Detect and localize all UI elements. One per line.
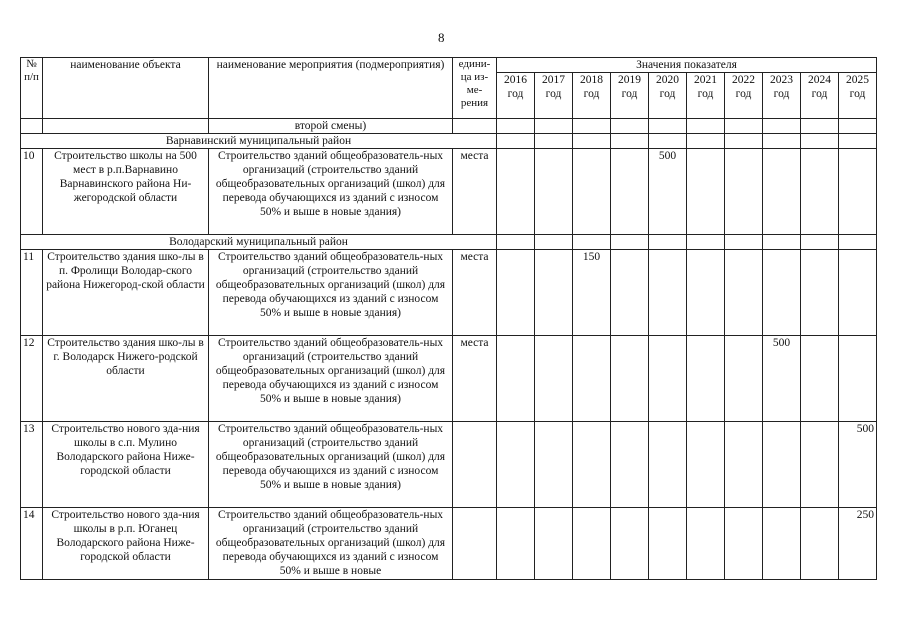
value-cell [839,119,877,134]
value-cell [611,119,649,134]
year-label: 2018 [580,74,603,86]
value-cell [725,235,763,250]
year-suffix: год [697,88,714,100]
header-measure: наименование мероприятия (подмероприятия) [209,58,453,119]
section-row [21,235,877,250]
value-cell [725,119,763,134]
unit-cell: места [453,250,497,336]
year-suffix: год [811,88,828,100]
object-name: Строительство нового зда-ния школы в р.п. Юганец Володарского района Ниже-городской области [43,508,209,580]
row-number: 11 [21,250,43,336]
value-cell [687,508,725,580]
unit-cell [453,508,497,580]
measure-name: Строительство зданий общеобразователь-ных организаций (строительство зданий общеобразовательных организаций (школ) для перевода обучающихся из зданий с износом 50% и выше в новые здания) [209,149,453,235]
value-cell [763,134,801,149]
value-cell [611,134,649,149]
table-row [21,508,877,580]
value-cell [611,235,649,250]
year-suffix: год [507,88,524,100]
header-year-2017 [535,73,573,119]
value-cell [497,235,535,250]
continuation-text: второй смены) [209,119,453,134]
value-cell [497,336,535,422]
value-cell [801,336,839,422]
table-row [21,149,877,235]
value-cell [573,119,611,134]
value-cell: 150 [573,250,611,336]
row-number: 13 [21,422,43,508]
value-cell [573,149,611,235]
header-object: наименование объекта [43,58,209,119]
year-label: 2017 [542,74,565,86]
table-row [21,336,877,422]
value-cell [687,119,725,134]
object-name: Строительство нового зда-ния школы в с.п. Мулино Володарского района Ниже-городской области [43,422,209,508]
value-cell [839,134,877,149]
value-cell [611,508,649,580]
value-cell [497,119,535,134]
section-title: Варнавинский муниципальный район [21,134,497,149]
year-label: 2021 [694,74,717,86]
year-label: 2016 [504,74,527,86]
value-cell [839,250,877,336]
value-cell [649,336,687,422]
value-cell [687,250,725,336]
value-cell [725,336,763,422]
value-cell [535,422,573,508]
table-row [21,422,877,508]
header-values: Значения показателя [497,58,877,73]
value-cell [535,134,573,149]
empty-cell [453,119,497,134]
measure-name: Строительство зданий общеобразователь-ных организаций (строительство зданий общеобразовательных организаций (школ) для перевода обучающихся из зданий с износом 50% и выше в новые здания) [209,336,453,422]
unit-cell [453,422,497,508]
year-suffix: год [773,88,790,100]
value-cell [725,250,763,336]
year-suffix: год [735,88,752,100]
value-cell: 250 [839,508,877,580]
value-cell [725,422,763,508]
value-cell [801,422,839,508]
unit-cell: места [453,336,497,422]
year-label: 2023 [770,74,793,86]
section-title: Володарский муниципальный район [21,235,497,250]
value-cell [763,250,801,336]
year-label: 2022 [732,74,755,86]
year-suffix: год [583,88,600,100]
measure-name: Строительство зданий общеобразователь-ных организаций (строительство зданий общеобразовательных организаций (школ) для перевода обучающихся из зданий с износом 50% и выше в новые здания) [209,422,453,508]
unit-cell: места [453,149,497,235]
year-label: 2020 [656,74,679,86]
value-cell [801,134,839,149]
section-row [21,134,877,149]
value-cell [497,508,535,580]
header-year-2018 [573,73,611,119]
value-cell [801,235,839,250]
value-cell [687,149,725,235]
value-cell [687,235,725,250]
value-cell [725,149,763,235]
value-cell [687,336,725,422]
header-year-2021 [687,73,725,119]
row-number: 10 [21,149,43,235]
value-cell [535,508,573,580]
value-cell [497,250,535,336]
header-year-2020 [649,73,687,119]
value-cell [573,235,611,250]
value-cell: 500 [763,336,801,422]
object-name: Строительство школы на 500 мест в р.п.Варнавино Варнавинского района Ни-жегородской области [43,149,209,235]
value-cell [839,235,877,250]
value-cell [687,422,725,508]
header-year-2019 [611,73,649,119]
value-cell [763,422,801,508]
year-label: 2019 [618,74,641,86]
page-number: 8 [438,30,445,45]
header-year-2023 [763,73,801,119]
value-cell [535,119,573,134]
header-year-2022 [725,73,763,119]
value-cell [573,422,611,508]
value-cell [801,508,839,580]
value-cell [497,149,535,235]
indicators-table [20,57,877,580]
value-cell [649,508,687,580]
value-cell [763,235,801,250]
header-num: № п/п [21,58,43,119]
header-year-2025 [839,73,877,119]
value-cell [535,250,573,336]
value-cell: 500 [649,149,687,235]
value-cell [801,119,839,134]
value-cell [611,250,649,336]
value-cell [573,134,611,149]
empty-cell [43,119,209,134]
header-unit: едини-ца из-ме-рения [453,58,497,119]
row-number: 12 [21,336,43,422]
header-year-2016 [497,73,535,119]
value-cell [535,336,573,422]
year-suffix: год [545,88,562,100]
value-cell [649,134,687,149]
value-cell [725,134,763,149]
value-cell: 500 [839,422,877,508]
value-cell [725,508,763,580]
value-cell [801,149,839,235]
year-suffix: год [621,88,638,100]
measure-name: Строительство зданий общеобразователь-ных организаций (строительство зданий общеобразовательных организаций (школ) для перевода обучающихся из зданий с износом 50% и выше в новые [209,508,453,580]
value-cell [687,134,725,149]
value-cell [611,422,649,508]
value-cell [497,134,535,149]
value-cell [763,149,801,235]
value-cell [611,336,649,422]
year-label: 2025 [846,74,869,86]
value-cell [801,250,839,336]
header-row-1 [21,58,877,73]
row-number: 14 [21,508,43,580]
value-cell [649,422,687,508]
measure-name: Строительство зданий общеобразователь-ных организаций (строительство зданий общеобразовательных организаций (школ) для перевода обучающихся из зданий с износом 50% и выше в новые здания) [209,250,453,336]
value-cell [535,149,573,235]
value-cell [611,149,649,235]
value-cell [763,119,801,134]
object-name: Строительство здания шко-лы в г. Володарск Нижего-родской области [43,336,209,422]
value-cell [573,508,611,580]
value-cell [649,235,687,250]
table-row [21,250,877,336]
value-cell [839,149,877,235]
value-cell [763,508,801,580]
empty-cell [21,119,43,134]
value-cell [839,336,877,422]
value-cell [649,250,687,336]
value-cell [497,422,535,508]
value-cell [573,336,611,422]
continuation-row [21,119,877,134]
year-label: 2024 [808,74,831,86]
value-cell [649,119,687,134]
header-year-2024 [801,73,839,119]
year-suffix: год [849,88,866,100]
object-name: Строительство здания шко-лы в п. Фролищи Володар-ского района Нижегород-ской области [43,250,209,336]
year-suffix: год [659,88,676,100]
value-cell [535,235,573,250]
